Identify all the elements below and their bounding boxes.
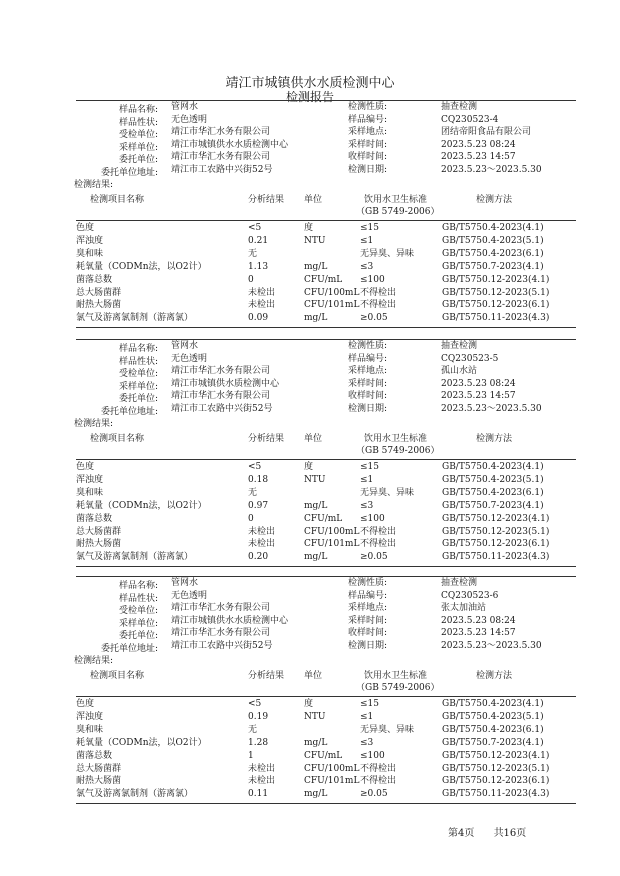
col-header-result: 分析结果 [248, 195, 285, 205]
table-row [76, 313, 576, 325]
cell-item: 耐热大肠菌 [76, 539, 122, 550]
cell-unit: mg/L [304, 737, 328, 748]
col-header-standard: 饮用水卫生标准 [364, 671, 428, 681]
field-value-sampling-time: 2023.5.23 08:24 [441, 615, 516, 626]
cell-method: GB/T5750.4-2023(5.1) [442, 474, 544, 485]
cell-unit: 度 [304, 462, 314, 472]
cell-unit: 度 [304, 699, 314, 709]
cell-unit: CFU/101mL [304, 539, 360, 550]
field-label-client-unit: 委托单位: [118, 155, 158, 166]
field-label-sample-property: 样品性状: [118, 593, 158, 604]
field-value-name: 管网水 [171, 341, 199, 351]
table-row [76, 262, 576, 274]
field-label-test-nature: 检测性质: [348, 102, 388, 112]
field-value-property: 无色透明 [171, 590, 208, 601]
cell-result: 未检出 [248, 776, 276, 787]
field-label-sample-property: 样品性状: [118, 356, 158, 367]
cell-result: 0.21 [248, 235, 269, 246]
cell-method: GB/T5750.12-2023(6.1) [442, 300, 550, 311]
table-row [76, 699, 576, 711]
cell-result: 未检出 [248, 300, 276, 311]
cell-result: 0.97 [248, 500, 269, 511]
cell-unit: CFU/mL [304, 513, 343, 524]
col-header-unit: 单位 [304, 434, 323, 444]
cell-standard: ≤100 [360, 750, 385, 761]
col-header-unit: 单位 [304, 671, 323, 681]
cell-standard: 不得检出 [360, 539, 397, 550]
cell-unit: CFU/mL [304, 750, 343, 761]
field-value-test-date: 2023.5.23～2023.5.30 [441, 165, 542, 175]
field-value-client-unit: 靖江市华汇水务有限公司 [171, 152, 271, 163]
cell-item: 氯气及游离氯制剂（游离氯） [76, 313, 194, 324]
cell-standard: 不得检出 [360, 763, 397, 774]
results-label: 检测结果: [74, 656, 114, 666]
org-title: 靖江市城镇供水水质检测中心 [225, 76, 395, 91]
cell-method: GB/T5750.12-2023(6.1) [442, 776, 550, 787]
table-row [76, 275, 576, 287]
cell-standard: ≤3 [360, 500, 374, 511]
cell-method: GB/T5750.12-2023(6.1) [442, 539, 550, 550]
table-header-rule [76, 696, 576, 697]
field-label-sample-no: 样品编号: [348, 353, 388, 364]
field-label-sample-no: 样品编号: [348, 590, 388, 601]
cell-unit: CFU/101mL [304, 776, 360, 787]
cell-method: GB/T5750.4-2023(4.1) [442, 699, 544, 709]
table-row [76, 725, 576, 737]
field-label-sampling-place: 采样地点: [348, 127, 388, 138]
cell-result: 1.28 [248, 737, 269, 748]
cell-standard: ≤15 [360, 462, 379, 472]
col-header-standard-code: （GB 5749-2006） [356, 683, 440, 693]
cell-unit: CFU/101mL [304, 300, 360, 311]
field-label-client-address: 委托单位地址: [100, 168, 158, 178]
field-label-sampling-place: 采样地点: [348, 603, 388, 614]
cell-result: 未检出 [248, 763, 276, 774]
cell-item: 总大肠菌群 [76, 526, 122, 537]
cell-unit: mg/L [304, 789, 328, 800]
cell-result: 未检出 [248, 287, 276, 298]
section-top-rule [76, 339, 576, 340]
field-value-test-date: 2023.5.23～2023.5.30 [441, 641, 542, 651]
cell-standard: 无异臭、异味 [360, 248, 415, 259]
section-top-rule [76, 100, 576, 101]
field-value-sampling-time: 2023.5.23 08:24 [441, 139, 516, 150]
cell-method: GB/T5750.4-2023(5.1) [442, 235, 544, 246]
cell-result: 1.13 [248, 261, 269, 272]
cell-item: 耗氧量（CODMn法，以O2计） [76, 500, 207, 511]
table-row [76, 488, 576, 500]
cell-item: 氯气及游离氯制剂（游离氯） [76, 552, 194, 563]
field-label-sampling-unit: 采样单位: [118, 618, 158, 629]
field-value-sampling-time: 2023.5.23 08:24 [441, 378, 516, 389]
cell-result: 0.20 [248, 552, 269, 563]
cell-unit: NTU [304, 235, 326, 246]
field-value-receive-time: 2023.5.23 14:57 [441, 152, 516, 163]
cell-standard: ≤100 [360, 513, 385, 524]
field-value-client-unit: 靖江市华汇水务有限公司 [171, 391, 271, 402]
field-value-receive-time: 2023.5.23 14:57 [441, 628, 516, 639]
col-header-item: 检测项目名称 [90, 671, 145, 681]
field-label-sample-name: 样品名称: [118, 105, 158, 115]
table-row [76, 764, 576, 776]
field-value-client-address: 靖江市工农路中兴街52号 [171, 165, 273, 175]
cell-result: 0.19 [248, 711, 269, 722]
field-label-sampling-unit: 采样单位: [118, 142, 158, 153]
cell-item: 色度 [76, 699, 95, 709]
table-row [76, 475, 576, 487]
field-value-property: 无色透明 [171, 353, 208, 364]
cell-method: GB/T5750.4-2023(4.1) [442, 462, 544, 472]
cell-standard: ≤100 [360, 274, 385, 285]
table-row [76, 552, 576, 564]
field-label-client-address: 委托单位地址: [100, 407, 158, 417]
report-title: 检测报告 [285, 90, 334, 104]
field-label-sampling-time: 采样时间: [348, 615, 388, 626]
cell-unit: mg/L [304, 500, 328, 511]
cell-standard: ≤1 [360, 474, 374, 485]
field-label-receive-time: 收样时间: [348, 152, 388, 163]
col-header-standard-code: （GB 5749-2006） [356, 207, 440, 217]
sample-section [76, 339, 576, 574]
cell-result: <5 [248, 462, 262, 472]
field-label-test-nature: 检测性质: [348, 341, 388, 351]
results-label: 检测结果: [74, 419, 114, 429]
field-label-sample-property: 样品性状: [118, 117, 158, 128]
field-value-sample-no: CQ230523-5 [441, 353, 499, 364]
cell-unit: CFU/100mL [304, 287, 360, 298]
cell-unit: NTU [304, 711, 326, 722]
cell-item: 总大肠菌群 [76, 287, 122, 298]
cell-standard: ≤1 [360, 235, 374, 246]
section-bottom-rule [76, 327, 576, 328]
page-total: 共16页 [493, 828, 527, 839]
field-value-sampling-place: 团结帝阳食品有限公司 [441, 127, 532, 138]
cell-standard: 无异臭、异味 [360, 724, 415, 735]
cell-item: 臭和味 [76, 248, 104, 259]
field-value-receive-time: 2023.5.23 14:57 [441, 391, 516, 402]
page-number: 第4页 [448, 828, 475, 839]
field-value-test-nature: 抽查检测 [441, 341, 478, 351]
cell-method: GB/T5750.4-2023(5.1) [442, 711, 544, 722]
field-value-test-nature: 抽查检测 [441, 102, 478, 112]
cell-result: 0.18 [248, 474, 269, 485]
section-bottom-rule [76, 566, 576, 567]
col-header-method: 检测方法 [476, 195, 513, 205]
cell-item: 耗氧量（CODMn法，以O2计） [76, 261, 207, 272]
table-row [76, 712, 576, 724]
cell-item: 浑浊度 [76, 235, 104, 246]
field-value-entrusted-unit: 靖江市华汇水务有限公司 [171, 127, 271, 138]
cell-result: <5 [248, 699, 262, 709]
table-row [76, 300, 576, 312]
field-label-sample-name: 样品名称: [118, 344, 158, 354]
cell-standard: 不得检出 [360, 300, 397, 311]
cell-method: GB/T5750.11-2023(4.3) [442, 552, 550, 563]
cell-method: GB/T5750.12-2023(4.1) [442, 750, 550, 761]
cell-unit: NTU [304, 474, 326, 485]
field-label-receive-time: 收样时间: [348, 391, 388, 402]
col-header-standard-code: （GB 5749-2006） [356, 446, 440, 456]
field-label-sample-no: 样品编号: [348, 114, 388, 125]
cell-standard: ≥0.05 [360, 313, 388, 324]
cell-method: GB/T5750.12-2023(5.1) [442, 526, 550, 537]
field-label-test-date: 检测日期: [348, 641, 388, 651]
sample-section [76, 100, 576, 335]
cell-standard: 不得检出 [360, 287, 397, 298]
field-value-client-address: 靖江市工农路中兴街52号 [171, 404, 273, 414]
cell-result: 未检出 [248, 526, 276, 537]
field-value-test-nature: 抽查检测 [441, 578, 478, 588]
cell-result: 未检出 [248, 539, 276, 550]
field-label-sampling-unit: 采样单位: [118, 381, 158, 392]
cell-item: 菌落总数 [76, 274, 113, 285]
cell-unit: mg/L [304, 261, 328, 272]
col-header-result: 分析结果 [248, 671, 285, 681]
section-bottom-rule [76, 803, 576, 804]
table-row [76, 288, 576, 300]
table-row [76, 789, 576, 801]
field-label-client-address: 委托单位地址: [100, 644, 158, 654]
col-header-standard: 饮用水卫生标准 [364, 195, 428, 205]
cell-item: 浑浊度 [76, 474, 104, 485]
cell-method: GB/T5750.4-2023(6.1) [442, 487, 544, 498]
table-row [76, 223, 576, 235]
cell-item: 氯气及游离氯制剂（游离氯） [76, 789, 194, 800]
field-value-client-address: 靖江市工农路中兴街52号 [171, 641, 273, 651]
table-row [76, 751, 576, 763]
field-label-sample-name: 样品名称: [118, 581, 158, 591]
field-label-entrusted-unit: 受检单位: [118, 369, 158, 380]
field-label-entrusted-unit: 受检单位: [118, 606, 158, 617]
cell-method: GB/T5750.4-2023(6.1) [442, 248, 544, 259]
table-row [76, 539, 576, 551]
field-value-client-unit: 靖江市华汇水务有限公司 [171, 628, 271, 639]
section-top-rule [76, 576, 576, 577]
field-label-client-unit: 委托单位: [118, 394, 158, 405]
table-row [76, 527, 576, 539]
cell-method: GB/T5750.12-2023(4.1) [442, 274, 550, 285]
cell-unit: 度 [304, 223, 314, 233]
cell-unit: mg/L [304, 552, 328, 563]
table-row [76, 249, 576, 261]
cell-item: 色度 [76, 223, 95, 233]
cell-result: 0.11 [248, 789, 269, 800]
cell-method: GB/T5750.12-2023(4.1) [442, 513, 550, 524]
field-label-sampling-time: 采样时间: [348, 139, 388, 150]
cell-result: 无 [248, 487, 258, 498]
field-value-name: 管网水 [171, 102, 199, 112]
cell-unit: CFU/100mL [304, 763, 360, 774]
cell-result: 1 [248, 750, 254, 761]
cell-standard: ≤3 [360, 737, 374, 748]
cell-unit: CFU/100mL [304, 526, 360, 537]
cell-result: 0 [248, 513, 254, 524]
cell-standard: ≤15 [360, 223, 379, 233]
page-footer [448, 824, 542, 839]
cell-standard: 不得检出 [360, 526, 397, 537]
field-label-sampling-place: 采样地点: [348, 366, 388, 377]
field-value-sampling-place: 张太加油站 [441, 603, 487, 614]
table-header-rule [76, 220, 576, 221]
field-value-property: 无色透明 [171, 114, 208, 125]
cell-method: GB/T5750.7-2023(4.1) [442, 261, 544, 272]
field-label-client-unit: 委托单位: [118, 631, 158, 642]
cell-item: 耗氧量（CODMn法，以O2计） [76, 737, 207, 748]
cell-method: GB/T5750.11-2023(4.3) [442, 313, 550, 324]
cell-item: 色度 [76, 462, 95, 472]
cell-item: 菌落总数 [76, 750, 113, 761]
col-header-method: 检测方法 [476, 434, 513, 444]
cell-standard: ≥0.05 [360, 789, 388, 800]
cell-item: 臭和味 [76, 487, 104, 498]
cell-standard: ≥0.05 [360, 552, 388, 563]
field-value-test-date: 2023.5.23～2023.5.30 [441, 404, 542, 414]
cell-standard: 不得检出 [360, 776, 397, 787]
sample-section [76, 576, 576, 811]
field-value-sampling-unit: 靖江市城镇供水水质检测中心 [171, 139, 289, 150]
field-value-sample-no: CQ230523-6 [441, 590, 499, 601]
cell-result: <5 [248, 223, 262, 233]
field-label-test-date: 检测日期: [348, 404, 388, 414]
field-value-sampling-unit: 靖江市城镇供水质检测中心 [171, 378, 280, 389]
cell-method: GB/T5750.12-2023(5.1) [442, 287, 550, 298]
cell-result: 无 [248, 724, 258, 735]
cell-result: 无 [248, 248, 258, 259]
field-label-entrusted-unit: 受检单位: [118, 130, 158, 141]
results-label: 检测结果: [74, 180, 114, 190]
col-header-standard: 饮用水卫生标准 [364, 434, 428, 444]
cell-unit: CFU/mL [304, 274, 343, 285]
cell-item: 总大肠菌群 [76, 763, 122, 774]
cell-result: 0 [248, 274, 254, 285]
cell-item: 菌落总数 [76, 513, 113, 524]
field-value-sampling-place: 孤山水站 [441, 366, 478, 377]
table-row [76, 776, 576, 788]
col-header-item: 检测项目名称 [90, 434, 145, 444]
col-header-result: 分析结果 [248, 434, 285, 444]
col-header-unit: 单位 [304, 195, 323, 205]
cell-standard: ≤15 [360, 699, 379, 709]
field-label-sampling-time: 采样时间: [348, 378, 388, 389]
cell-item: 耐热大肠菌 [76, 776, 122, 787]
cell-item: 浑浊度 [76, 711, 104, 722]
cell-standard: 无异臭、异味 [360, 487, 415, 498]
field-value-name: 管网水 [171, 578, 199, 588]
cell-result: 0.09 [248, 313, 269, 324]
col-header-method: 检测方法 [476, 671, 513, 681]
cell-method: GB/T5750.12-2023(5.1) [442, 763, 550, 774]
table-row [76, 462, 576, 474]
cell-unit: mg/L [304, 313, 328, 324]
cell-item: 耐热大肠菌 [76, 300, 122, 311]
col-header-item: 检测项目名称 [90, 195, 145, 205]
field-label-test-nature: 检测性质: [348, 578, 388, 588]
table-row [76, 738, 576, 750]
cell-method: GB/T5750.7-2023(4.1) [442, 737, 544, 748]
field-label-test-date: 检测日期: [348, 165, 388, 175]
cell-standard: ≤3 [360, 261, 374, 272]
cell-standard: ≤1 [360, 711, 374, 722]
cell-method: GB/T5750.11-2023(4.3) [442, 789, 550, 800]
table-row [76, 236, 576, 248]
field-value-entrusted-unit: 靖江市华汇水务有限公司 [171, 603, 271, 614]
cell-method: GB/T5750.4-2023(4.1) [442, 223, 544, 233]
table-header-rule [76, 459, 576, 460]
table-row [76, 501, 576, 513]
cell-method: GB/T5750.7-2023(4.1) [442, 500, 544, 511]
cell-method: GB/T5750.4-2023(6.1) [442, 724, 544, 735]
field-value-sampling-unit: 靖江市城镇供水水质检测中心 [171, 615, 289, 626]
field-value-sample-no: CQ230523-4 [441, 114, 499, 125]
cell-item: 臭和味 [76, 724, 104, 735]
field-label-receive-time: 收样时间: [348, 628, 388, 639]
field-value-entrusted-unit: 靖江市华汇水务有限公司 [171, 366, 271, 377]
table-row [76, 514, 576, 526]
